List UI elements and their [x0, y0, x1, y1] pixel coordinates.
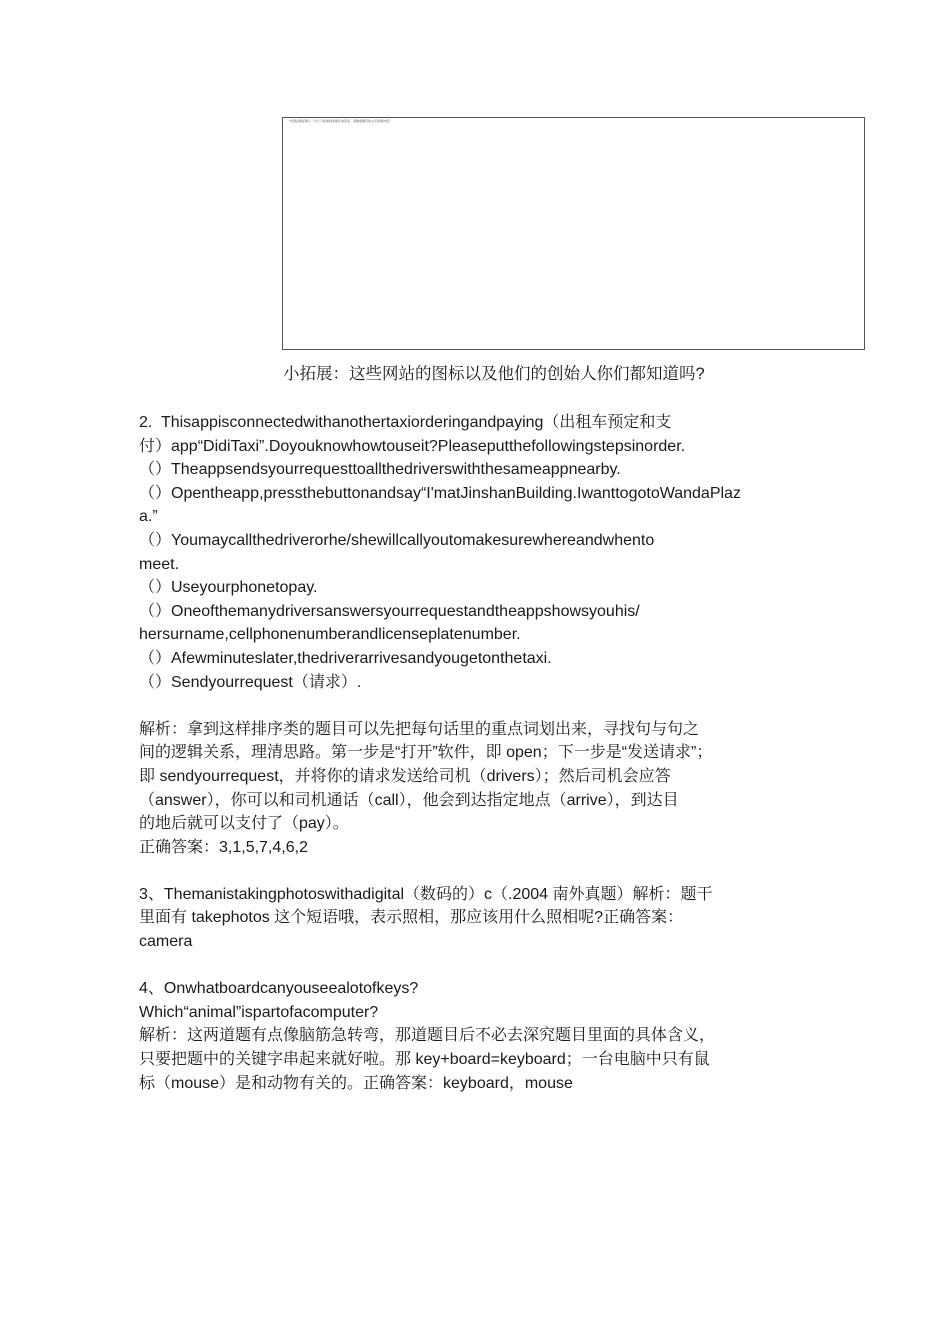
- q3-line: 里面有 takephotos 这个短语哦，表示照相，那应该用什么照相呢?正确答案：: [139, 909, 684, 927]
- q2-step: （）Theappsendsyourrequesttoallthedriverswiththesameappnearby.: [139, 461, 621, 479]
- q4-analysis-line: 只要把题中的关键字串起来就好啦。那 key+board=keyboard；一台电脑中只有鼠: [139, 1051, 710, 1069]
- q2-intro-line: 2. Thisappisconnectedwithanothertaxiorderingandpaying（出租车预定和支: [139, 414, 672, 431]
- q2-step: （）Useyourphonetopay.: [139, 579, 318, 597]
- website-icons-figure: [282, 117, 865, 350]
- q4-analysis-line: 解析：这两道题有点像脑筋急转弯，那道题目后不必去深究题目里面的具体含义，: [139, 1027, 716, 1045]
- spacer: [139, 954, 829, 978]
- q2-analysis-line: 解析：拿到这样排序类的题目可以先把每句话里的重点词划出来，寻找句与句之: [139, 720, 700, 738]
- q2-step-cont: a.”: [139, 508, 158, 526]
- q2-step: （）Sendyourrequest（请求）.: [139, 673, 362, 691]
- q4-analysis-line: 标（mouse）是和动物有关的。正确答案：keyboard，mouse: [139, 1074, 573, 1092]
- q2-answer: 正确答案：3,1,5,7,4,6,2: [139, 838, 308, 856]
- spacer: [139, 694, 829, 718]
- q3-line: camera: [139, 933, 193, 951]
- q2-step-cont: hersurname,cellphonenumberandlicenseplatenumber.: [139, 626, 521, 644]
- q3-line: 3、Themanistakingphotoswithadigital（数码的）c（.2004 南外真题）解析：题干: [139, 885, 713, 903]
- q2-analysis-line: 即 sendyourrequest，并将你的请求发送给司机（drivers）；然后司机会应答: [139, 767, 671, 785]
- q2-analysis-line: 的地后就可以支付了（pay）。: [139, 815, 349, 833]
- figure-caption: 小拓展：这些网站的图标以及他们的创始人你们都知道吗?: [283, 365, 705, 383]
- q4-line: Which“animal”ispartofacomputer?: [139, 1003, 379, 1021]
- body-text: [139, 411, 829, 1095]
- q4-line: 4、Onwhatboardcanyouseealotofkeys?: [139, 980, 419, 998]
- spacer: [139, 859, 829, 883]
- figure-note: 一些网站图标图示（对于不能看到本图片的读者，请参看题目的文字说明内容）: [287, 119, 393, 123]
- q2-step: （）Opentheapp,pressthebuttonandsay“I'matJinshanBuilding.IwanttogotoWandaPlaz: [139, 484, 741, 502]
- q2-step: （）Afewminuteslater,thedriverarrivesandyougetonthetaxi.: [139, 649, 552, 667]
- q2-step-cont: meet.: [139, 555, 180, 573]
- q2-step: （）Youmaycallthedriverorhe/shewillcallyoutomakesurewhereandwhento: [139, 531, 655, 549]
- q2-step: （）Oneofthemanydriversanswersyourrequestandtheappshowsyouhis/: [139, 602, 640, 620]
- q2-analysis-line: 间的逻辑关系，理清思路。第一步是“打开”软件，即 open；下一步是“发送请求”；: [139, 744, 713, 762]
- q2-analysis-line: （answer），你可以和司机通话（call），他会到达指定地点（arrive），到达目: [139, 791, 679, 809]
- q2-intro-line: 付）app“DidiTaxi”.Doyouknowhowtouseit?Pleaseputthefollowingstepsinorder.: [139, 437, 686, 455]
